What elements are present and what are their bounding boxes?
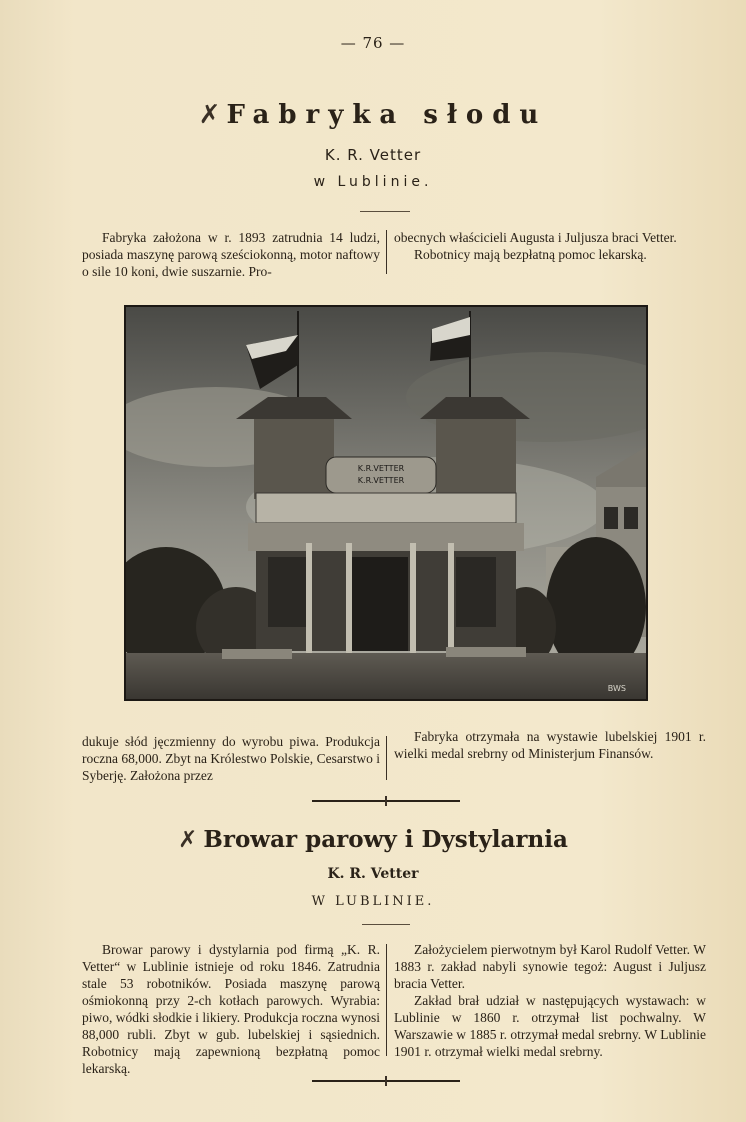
photo-sign-top: K.R.VETTER (357, 464, 405, 473)
section1-title: ✗ Fabryka słodu (198, 100, 548, 130)
ornament-mark (385, 1076, 387, 1086)
handwritten-check-icon: ✗ (198, 100, 221, 130)
divider (362, 924, 410, 925)
section1-firm: K. R. Vetter (324, 146, 422, 164)
paragraph: Browar parowy i dystylarnia pod firmą „K. R. Vetter“ w Lublinie istnieje od roku 1846. Zatrudnia stale 53 robotników. Posiada maszynę parową ośmiokonną przy 2-ch kotłach parowych. Wyrabia: piwo, wódki słodkie i likiery. Produkcja roczna wynosi 88,000 rubli. Zbyt w gub. lubelskiej i sąsiednich. Robotnicy mają zapewnioną bezpłatną pomoc lekarską. (82, 942, 380, 1076)
paragraph: dukuje słód jęczmienny do wyrobu piwa. Produkcja roczna 68,000. Zbyt na Królestwo Polskie, Cesarstwo i Syberję. Założona przez (82, 734, 380, 783)
section1-top-left-column (82, 229, 380, 280)
photo-monogram: BWS (607, 684, 626, 693)
paragraph: Zakład brał udział w następujących wystawach: w Lublinie w 1860 r. otrzymał list pochwalny. W Warszawie w 1885 r. otrzymał medal srebrny. W Lublinie 1901 r. otrzymał wielki medal srebrny. (394, 993, 706, 1059)
paragraph: Fabryka otrzymała na wystawie lubelskiej 1901 r. wielki medal srebrny od Ministerjum Finansów. (394, 729, 706, 761)
page-number: — 76 — (340, 34, 406, 52)
paragraph: Fabryka założona w r. 1893 zatrudnia 14 ludzi, posiada maszynę parową sześciokonną, motor naftowy o sile 10 koni, dwie suszarnie. Pro- (82, 230, 380, 279)
section1-top-right-column (394, 229, 706, 263)
section2-firm: K. R. Vetter (327, 866, 419, 882)
paragraph: Robotnicy mają bezpłatną pomoc lekarską. (414, 247, 647, 262)
column-divider (386, 736, 387, 780)
handwritten-check-icon: ✗ (178, 827, 198, 853)
section2-title: ✗ Browar parowy i Dystylarnia (178, 826, 568, 853)
ornament-mark (385, 796, 387, 806)
photo-sign-bottom: K.R.VETTER (357, 476, 405, 485)
section1-location: w Lublinie. (313, 174, 433, 190)
section2-location: W LUBLINIE. (311, 894, 435, 909)
column-divider (386, 230, 387, 274)
column-divider (386, 944, 387, 1056)
section2-left-column (82, 941, 380, 1077)
pavilion-photograph (124, 305, 648, 701)
section1-bottom-left-column (82, 733, 380, 784)
paragraph: obecnych właścicieli Augusta i Juljusza braci Vetter. (394, 230, 677, 245)
section1-bottom-right-column (394, 728, 706, 762)
section2-right-column (394, 941, 706, 1060)
paragraph: Założycielem pierwotnym był Karol Rudolf Vetter. W 1883 r. zakład nabyli synowie tegoż: August i Juljusz bracia Vetter. (394, 942, 706, 991)
divider (360, 211, 410, 212)
